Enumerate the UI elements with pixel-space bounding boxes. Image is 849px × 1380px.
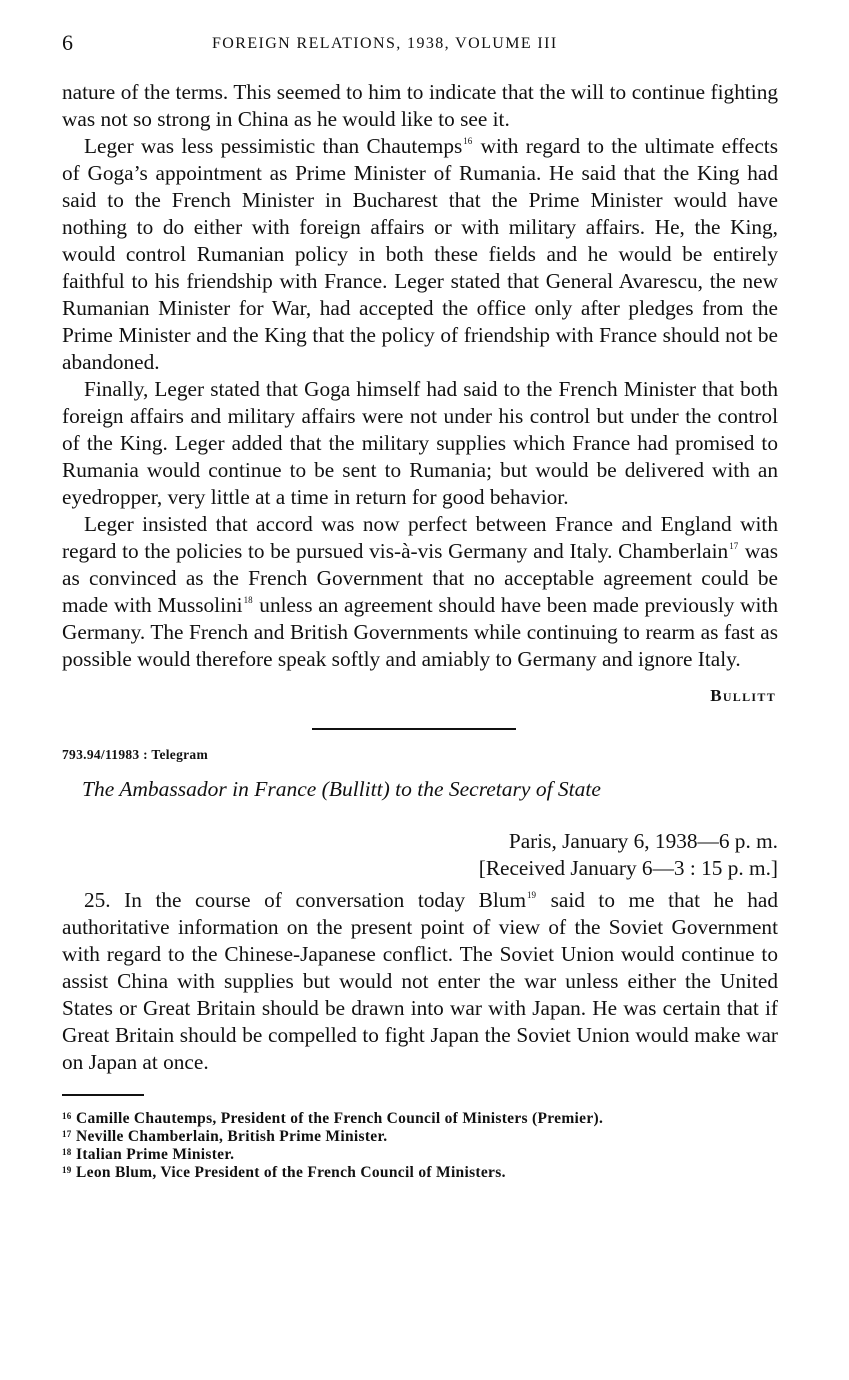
dateline-block (62, 828, 778, 882)
footnote-text: Leon Blum, Vice President of the French Council of Ministers. (76, 1164, 506, 1181)
dateline: Paris, January 6, 1938—6 p. m. (508, 829, 778, 853)
section-divider (312, 728, 516, 730)
document-heading: The Ambassador in France (Bullitt) to the Secretary of State (82, 777, 601, 801)
footnote (62, 1128, 778, 1146)
footnote-number: 17 (62, 1129, 72, 1139)
paragraph-text: unless an agreement should have been made previously with Germany. The French and British Governments while continuing to rearm as fast as possible would therefore speak softly and amiably to Germany and ignore Italy. (62, 593, 778, 671)
footnote-ref: 18 (243, 595, 253, 605)
paragraph-text: was as convinced as the French Government that no acceptable agreement could be made with Mussolini (62, 539, 778, 617)
footnote-text: Italian Prime Minister. (76, 1146, 235, 1163)
paragraph-text: nature of the terms. This seemed to him to indicate that the will to continue fighting was not so strong in China as he would like to see it. (62, 80, 778, 131)
paragraph-text: with regard to the ultimate effects of Goga’s appointment as Prime Minister of Rumania. He said that the King had said to the French Minister in Bucharest that the Prime Minister would have nothing to do either with foreign affairs or with military affairs. He, the King, would control Rumanian policy in both these fields and he would be entirely faithful to his friendship with France. Leger stated that General Avarescu, the new Rumanian Minister for War, had accepted the office only after pledges from the Prime Minister and the King that the policy of friendship with France should not be abandoned. (62, 134, 778, 374)
paragraph-goga (62, 376, 778, 511)
paragraph-text: Leger insisted that accord was now perfect between France and England with regard to the policies to be pursued vis-à-vis Germany and Italy. Chamberlain (62, 512, 778, 563)
paragraph-text: 25. In the course of conversation today Blum (84, 888, 527, 912)
footnote-number: 16 (62, 1111, 72, 1121)
paragraph-continuation (62, 79, 778, 133)
paragraph-text: Finally, Leger stated that Goga himself had said to the French Minister that both foreign affairs and military affairs were not under his control but under the control of the King. Leger added that the military supplies which France had promised to Rumania would continue to be sent to Rumania; but would be delivered with an eyedropper, very little at a time in return for good behavior. (62, 377, 778, 509)
document-page (62, 30, 778, 1182)
received-line: [Received January 6—3 : 15 p. m.] (478, 856, 778, 880)
footnote-ref: 19 (527, 890, 537, 900)
running-title: FOREIGN RELATIONS, 1938, VOLUME III (212, 35, 558, 52)
footnote-text: Neville Chamberlain, British Prime Minister. (76, 1128, 388, 1145)
paragraph-accord (62, 511, 778, 673)
footnote (62, 1110, 778, 1128)
paragraph-telegram (62, 887, 778, 1076)
footnotes (62, 1110, 778, 1182)
footnote-ref: 17 (729, 541, 739, 551)
footnote (62, 1146, 778, 1164)
footnote-number: 19 (62, 1165, 72, 1175)
file-reference: 793.94/11983 : Telegram (62, 747, 209, 762)
footnote-ref: 16 (463, 136, 473, 146)
paragraph-rumania (62, 133, 778, 376)
footnote (62, 1164, 778, 1182)
telegram-body (62, 887, 778, 1076)
footnote-text: Camille Chautemps, President of the French Council of Ministers (Premier). (76, 1110, 604, 1127)
paragraph-text: said to me that he had authoritative information on the present point of view of the Soviet Government with regard to the Chinese-Japanese conflict. The Soviet Union would continue to assist China with supplies but would not enter the war unless either the United States or Great Britain should be drawn into war with Japan. He was certain that if Great Britain should be compelled to fight Japan the Soviet Union would make war on Japan at once. (62, 888, 779, 1074)
running-head (62, 30, 778, 60)
footnote-divider (62, 1094, 144, 1096)
previous-document-body (62, 79, 778, 673)
footnote-number: 18 (62, 1147, 72, 1157)
signature: Bullitt (710, 686, 776, 705)
page-number: 6 (62, 30, 73, 55)
paragraph-text: Leger was less pessimistic than Chautemps (84, 134, 463, 158)
